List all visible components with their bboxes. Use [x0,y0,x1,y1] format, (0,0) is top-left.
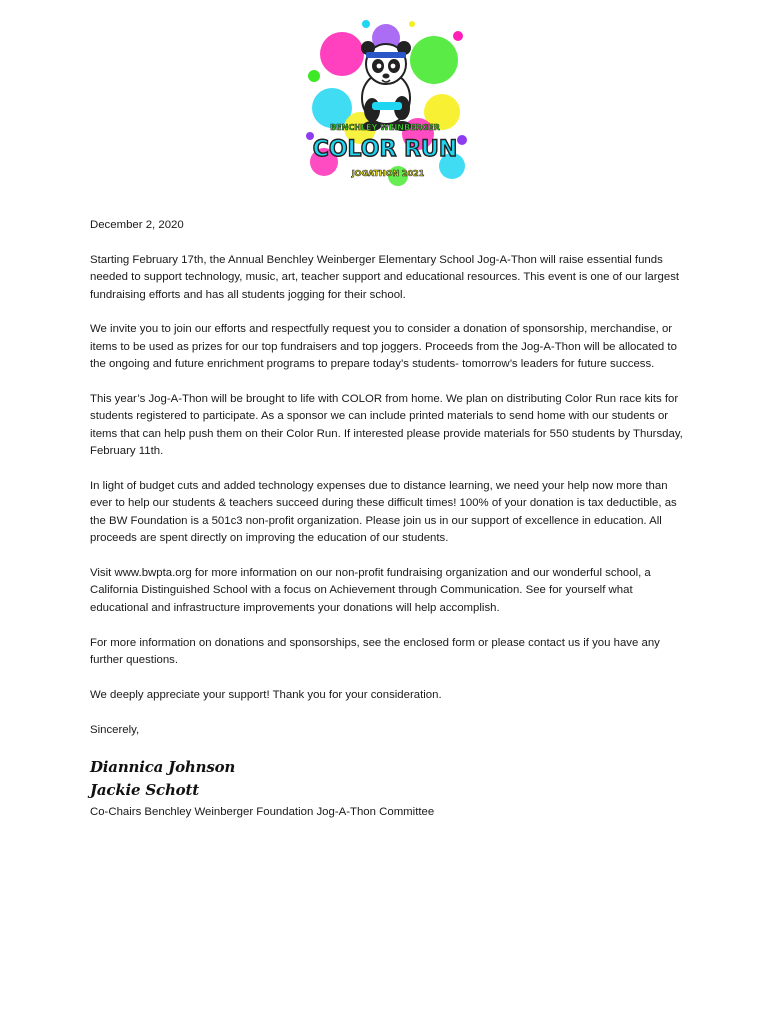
letter-paragraph: We invite you to join our efforts and respectfully request you to consider a donation of sponsorship, merchandise, or items to be used as prizes for our top fundraisers and top joggers. Proceeds from the Jog-A-Thon will be allocated to the ongoing and future enrichment programs to prepare today’s students- tomorrow’s leaders for future success. [90,323,677,371]
signature-diannica-johnson: Diannica Johnson [90,758,236,777]
logo-top-text: BENCHLEY WEINBERGER [330,123,440,132]
letter-paragraph: This year’s Jog-A-Thon will be brought to life with COLOR from home. We plan on distributing Color Run race kits for students registered to participate. As a sponsor we can include printed materials to send home with our students or items that can help push them on their Color Run. If interested please provide materials for 550 students by Thursday, February 11th. [90,393,683,458]
letter-paragraph: We deeply appreciate your support! Thank you for your consideration. [90,688,442,701]
letter-paragraph: In light of budget cuts and added technology expenses due to distance learning, we need your help now more than ever to help our students & teachers succeed during these difficult times! 100% of your donation is tax deductible, as the BW Foundation is a 501c3 non-profit organization. Please join us in our support of excellence in education. All proceeds are spent directly on improving the education of our students. [90,480,677,545]
letter-date: December 2, 2020 [90,219,184,231]
letter-closing: Sincerely, [90,723,140,736]
letter-paragraph: Starting February 17th, the Annual Benchley Weinberger Elementary School Jog-A-Thon will raise essential funds needed to support technology, music, art, teacher support and educational resources. This event is one of our largest fundraising efforts and has all students jogging for their school. [90,253,680,301]
letter-paragraph: For more information on donations and sponsorships, see the enclosed form or please contact us if you have any further questions. [90,636,660,667]
logo-bottom-text: JOGATHON 2021 [351,169,425,178]
signer-title: Co-Chairs Benchley Weinberger Foundation Jog-A-Thon Committee [90,806,435,819]
letter-body [90,217,690,822]
color-run-logo [302,16,468,188]
letter-paragraph: Visit www.bwpta.org for more information on our non-profit fundraising organization and our wonderful school, a California Distinguished School with a focus on Achievement through Communication. See for yourself what educational and infrastructure improvements your donations will help accomplish. [90,567,651,614]
logo-main-text: COLOR RUN [312,137,458,162]
signature-jackie-schott: Jackie Schott [90,781,199,800]
signature-block [90,756,690,821]
panda-mascot [361,41,411,131]
color-run-logo-graphic [302,16,468,188]
